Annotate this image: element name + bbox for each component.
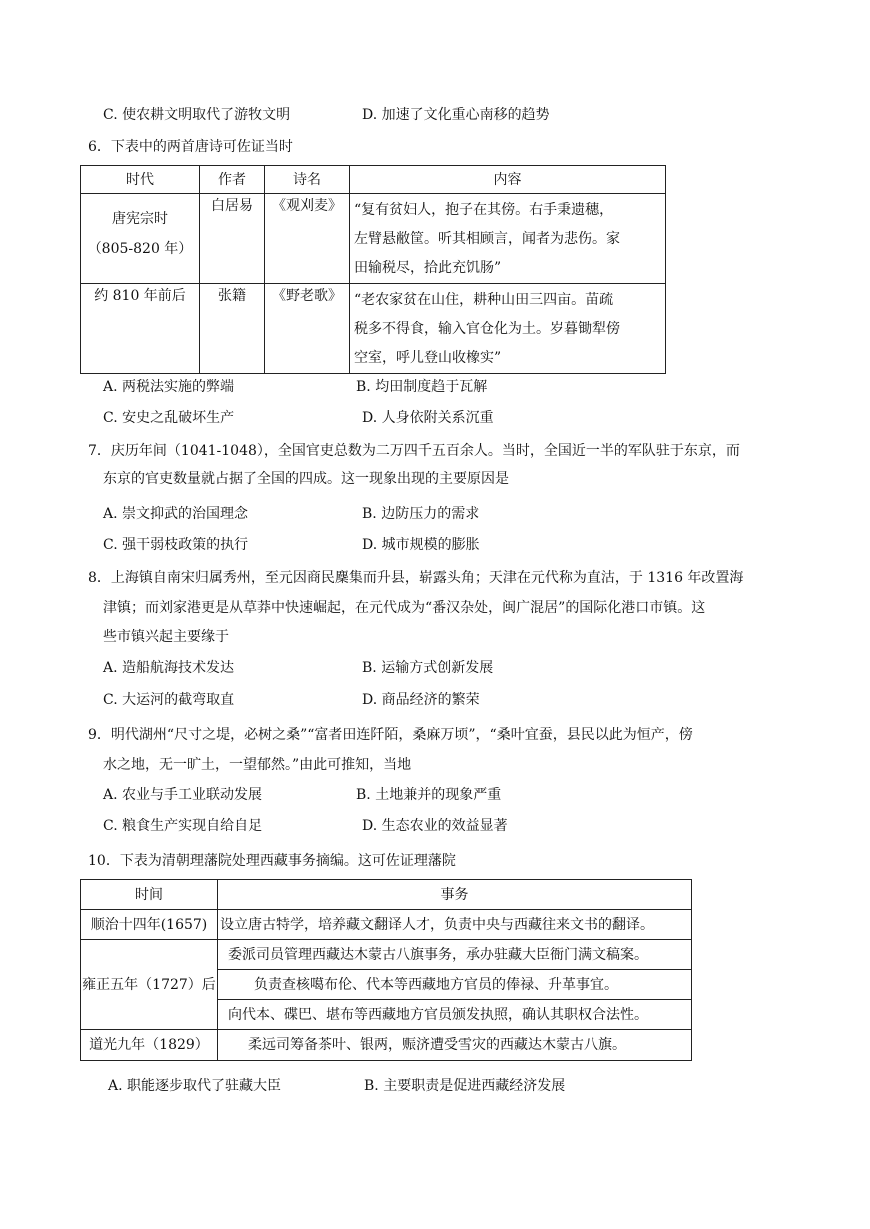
q10-row3-affair: 柔远司筹备茶叶、银两，赈济遭受雪灾的西藏达木蒙古八旗。 <box>218 1030 692 1061</box>
q6-option-a: A. 两税法实施的弊端 <box>103 379 235 395</box>
q7-option-a: A. 崇文抑武的治国理念 <box>103 506 249 522</box>
q6-row1-content-line2: 左臂悬敝筐。听其相顾言，闻者为悲伤。家 <box>354 231 620 247</box>
q6-row1-era <box>81 194 200 284</box>
q10-header-time: 时间 <box>81 880 218 910</box>
q6-row2-content <box>350 284 666 374</box>
q6-header-poem: 诗名 <box>265 166 350 194</box>
q6-row2-author: 张籍 <box>200 284 265 374</box>
table-row <box>81 940 692 970</box>
q6-header-author: 作者 <box>200 166 265 194</box>
q10-row2-time: 雍正五年（1727）后 <box>81 940 218 1030</box>
q10-row1-time: 顺治十四年(1657) <box>81 910 218 940</box>
q7-option-c: C. 强干弱枝政策的执行 <box>103 537 249 553</box>
q10-row1-affair: 设立唐古特学，培养藏文翻译人才，负责中央与西藏往来文书的翻译。 <box>218 910 692 940</box>
q6-row2-content-line2: 税多不得食，输入官仓化为土。岁暮锄犁傍 <box>354 321 620 337</box>
q7-option-b: B. 边防压力的需求 <box>362 506 480 522</box>
q5-option-c: C. 使农耕文明取代了游牧文明 <box>103 107 291 123</box>
table-row <box>81 284 666 374</box>
q7-option-d: D. 城市规模的膨胀 <box>362 537 480 553</box>
q6-row1-poem: 《观刈麦》 <box>265 194 350 284</box>
q10-option-b: B. 主要职责是促进西藏经济发展 <box>364 1078 566 1094</box>
q6-row2-content-line3: 空室，呼儿登山收橡实” <box>354 350 502 366</box>
q6-stem: 6．下表中的两首唐诗可佐证当时 <box>88 139 293 155</box>
table-row <box>81 1030 692 1061</box>
q8-stem-line3: 些市镇兴起主要缘于 <box>103 629 229 645</box>
q9-stem-line1: 9．明代湖州“尺寸之堤，必树之桑”“富者田连阡陌，桑麻万顷”，“桑叶宜蚕，县民以此为恒产，傍 <box>88 727 693 743</box>
q10-option-a: A. 职能逐步取代了驻藏大臣 <box>108 1078 282 1094</box>
table-row <box>81 910 692 940</box>
q6-row1-era-line2: （805-820 年） <box>87 241 193 257</box>
q6-header-content: 内容 <box>350 166 666 194</box>
q6-row1-content-line3: 田输税尽，拾此充饥肠” <box>354 260 502 276</box>
q6-option-c: C. 安史之乱破坏生产 <box>103 410 235 426</box>
q10-row2-affair3: 向代本、碟巴、堪布等西藏地方官员颁发执照，确认其职权合法性。 <box>218 1000 692 1030</box>
q6-row1-author: 白居易 <box>200 194 265 284</box>
q9-option-c: C. 粮食生产实现自给自足 <box>103 818 263 834</box>
q5-option-d: D. 加速了文化重心南移的趋势 <box>362 107 550 123</box>
q7-stem-line2: 东京的官吏数量就占据了全国的四成。这一现象出现的主要原因是 <box>103 471 509 487</box>
q6-row1-content <box>350 194 666 284</box>
q6-row2-poem: 《野老歌》 <box>265 284 350 374</box>
q10-header-affairs: 事务 <box>218 880 692 910</box>
q9-option-d: D. 生态农业的效益显著 <box>362 818 508 834</box>
q8-option-b: B. 运输方式创新发展 <box>362 660 494 676</box>
q10-row2-affair1: 委派司员管理西藏达木蒙古八旗事务，承办驻藏大臣衙门满文稿案。 <box>218 940 692 970</box>
q8-stem-line2: 津镇；而刘家港更是从草莽中快速崛起，在元代成为“番汉杂处，闽广混居”的国际化港口市镇。这 <box>103 600 706 616</box>
q6-row2-era: 约 810 年前后 <box>81 284 200 374</box>
q9-option-b: B. 土地兼并的现象严重 <box>356 787 502 803</box>
q6-header-era: 时代 <box>81 166 200 194</box>
q8-option-d: D. 商品经济的繁荣 <box>362 692 480 708</box>
q10-stem: 10．下表为清朝理藩院处理西藏事务摘编。这可佐证理藩院 <box>88 853 456 869</box>
q10-row2-affair2: 负责查核噶布伦、代本等西藏地方官员的俸禄、升革事宜。 <box>218 970 692 1000</box>
q6-row1-content-line1: “复有贫妇人，抱子在其傍。右手秉遗穗， <box>354 202 614 218</box>
q9-option-a: A. 农业与手工业联动发展 <box>103 787 263 803</box>
q6-table <box>80 165 666 374</box>
table-row <box>81 194 666 284</box>
q9-stem-line2: 水之地，无一旷土，一望郁然。”由此可推知，当地 <box>103 757 412 773</box>
q7-stem-line1: 7．庆历年间（1041-1048），全国官吏总数为二万四千五百余人。当时，全国近一半的军队驻于东京，而 <box>88 443 740 459</box>
q8-option-c: C. 大运河的截弯取直 <box>103 692 235 708</box>
q6-option-b: B. 均田制度趋于瓦解 <box>356 379 488 395</box>
q6-row1-era-line1: 唐宪宗时 <box>112 211 168 227</box>
q10-table <box>80 879 692 1061</box>
q10-row3-time: 道光九年（1829） <box>81 1030 218 1061</box>
q8-option-a: A. 造船航海技术发达 <box>103 660 235 676</box>
q8-stem-line1: 8．上海镇自南宋归属秀州，至元因商民麇集而升县，崭露头角；天津在元代称为直沽，于 1316 年改置海 <box>88 570 744 586</box>
q6-row2-content-line1: “老农家贫在山住，耕种山田三四亩。苗疏 <box>354 292 614 308</box>
q6-option-d: D. 人身依附关系沉重 <box>362 410 494 426</box>
